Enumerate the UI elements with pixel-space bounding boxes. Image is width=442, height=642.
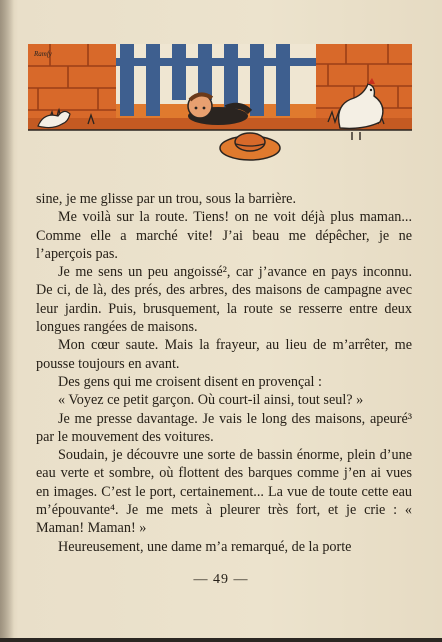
straw-hat bbox=[220, 133, 280, 160]
paragraph: Je me sens un peu angoissé², car j’avance en pays inconnu. De ci, de là, des prés, des arbres, des maisons de campagne avec leur jardin. Puis, brusquement, la route se resserre entre deux longues rangées de maisons. bbox=[36, 264, 412, 336]
paragraph: « Voyez ce petit garçon. Où court-il ainsi, tout seul? » bbox=[58, 392, 364, 409]
page-bottom-edge bbox=[0, 638, 442, 642]
artist-signature: Ramfy bbox=[34, 50, 52, 58]
page-number: — 49 — bbox=[193, 572, 249, 587]
paragraph: Soudain, je découvre une sorte de bassin énorme, plein d’une eau verte et sombre, où flottent des barques comme j’en ai vues en images. C’est le port, certainement... La vue de toute cette eau m’épouvante⁴. Je me mets à pleurer très fort, et je crie : « Maman! Maman! » bbox=[36, 447, 412, 537]
spine-shadow bbox=[0, 0, 14, 642]
paragraph: Je me presse davantage. Je vais le long des maisons, apeuré³ par le mouvement des voitures. bbox=[36, 410, 412, 445]
paragraph: Heureusement, une dame m’a remarqué, de la porte bbox=[58, 538, 352, 555]
paragraph: Me voilà sur la route. Tiens! on ne voit déjà plus maman... Comme elle a marché vite! J’ai beau me dépêcher, je ne l’aperçois pas. bbox=[36, 209, 412, 262]
illustration-boy-under-fence bbox=[28, 36, 412, 164]
paragraph: Des gens qui me croisent disent en provençal : bbox=[58, 373, 322, 390]
paragraph: Mon cœur saute. Mais la frayeur, au lieu de m’arrêter, me pousse toujours en avant. bbox=[36, 337, 412, 372]
paragraph: sine, je me glisse par un trou, sous la barrière. bbox=[36, 191, 297, 207]
body-text bbox=[36, 190, 412, 556]
